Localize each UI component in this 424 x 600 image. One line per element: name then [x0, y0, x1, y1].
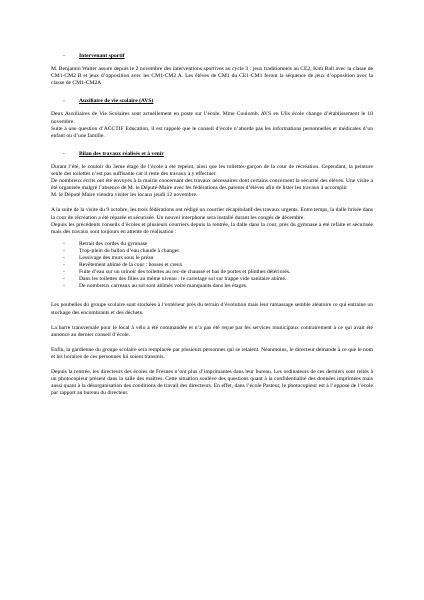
heading-dash: -	[63, 98, 65, 105]
paragraph: Deux Auxiliaires de Vie Scolaires sont actuellement en poste sur l’école. Mme Coulomb, AVS en Ulis école change d’établissement le 10 novembre.	[51, 111, 373, 125]
paragraph: Depuis la rentrée, les directeurs des écoles de Fresnes n’ont plus d’imprimantes dans leur bureau. Les ordinateurs de ces derniers sont reliés à un photocopieur présent dans la salle des maîtres. Cette situation soulève des questions quant à la confidentialité des données imprimées mais aussi quant à la désorganisation des conditions de travail des directeurs. En effet, dans l’école Pasteur, le photocopieur est à l’opposé de l’école par rapport au bureau du directeur.	[51, 369, 373, 397]
heading-dash: -	[63, 53, 65, 59]
item-text: De nombreux carreaux au sol sont abîmés voire manquants dans les étages.	[79, 283, 248, 290]
list-item	[63, 262, 373, 269]
paragraph: Les poubelles du groupe scolaire sont stockées à l’extérieur près du terrain d’évolution mais leur ramassage semble aléatoire ce qui entraine un stockage des encombrants et des déchets.	[51, 302, 373, 316]
paragraph: Durant l’été, le couloir du 3eme étage de l’école a été repeint, ainsi que les toilettes-garçon de la cour de récréation. Cependant, la peinture seule des toilettes n’est pas suffisante car il reste des travaux à y effectuer.	[51, 163, 373, 178]
heading-title: Intervenant sportif	[79, 53, 125, 59]
paragraph: M. le Député Maire viendra visiter les locaux jeudi 12 novembre.	[51, 192, 198, 199]
heading-title: Auxiliaire de vie scolaire (AVS)	[79, 98, 154, 105]
list-item	[63, 283, 373, 290]
item-dash: -	[63, 247, 65, 254]
item-text: Lessivage des murs sous le préau	[79, 254, 154, 261]
list-item	[63, 241, 373, 248]
section-heading-travaux	[63, 151, 373, 158]
item-dash: -	[63, 262, 65, 269]
pending-works-list	[51, 241, 373, 291]
list-item	[63, 276, 373, 283]
item-text: Revêtement abîmé de la cour : bosses et creux	[79, 262, 183, 269]
paragraph: Depuis les précédents conseils d’écoles et plusieurs courriers depuis la rentrée, la dalle dans la cour, près du gymnase a été refaite et sécurisée mais des travaux sont toujours en attente de réalisation :	[51, 221, 373, 235]
section-heading-avs	[63, 98, 373, 105]
heading-dash: -	[63, 150, 65, 157]
item-dash: -	[63, 283, 65, 290]
heading-title: Bilan des travaux réalisés et à venir	[79, 150, 164, 157]
item-text: Retrait des cordes du gymnase	[79, 240, 148, 247]
item-dash: -	[63, 276, 65, 283]
paragraph: M. Benjamin Walter assure depuis le 2 novembre des interventions sportives au cycle 3 : jeux traditionnels au CE2, Kim Ball avec la classe de CM1-CM2 B et jeux d’opposition avec les CM1-CM2 A. Les élèves de CM1 du CE1-CM1 feront la séquence de jeux d’opposition avec la classe de CM1-CM2A	[51, 66, 373, 87]
item-text: Trop-plein du ballon d’eau chaude à changer.	[79, 247, 181, 254]
paragraph: Suite à une question d’ACCTIF Education, il est rappelé que le conseil d’école n’aborde pas les informations personnelles et médicales d’un enfant ou d’une famille.	[51, 125, 373, 139]
section-heading-intervenant	[63, 53, 373, 60]
paragraph-group	[51, 207, 373, 235]
paragraph: A la suite de la visite du 9 octobre, les trois fédérations ont rédigé un courrier récapitulatif des travaux urgents. Entre temps, la dalle brisée dans la cour de récréation a été réparée et sécurisée. Un nouvel interphone sera installé durant les congés de décembre.	[51, 207, 373, 221]
item-dash: -	[63, 254, 65, 261]
item-text: Fuite d’eau sur un urinoir des toilettes au rez-de chaussé et bas de portes et plinthes détériorés.	[79, 269, 291, 276]
document-page	[51, 53, 373, 402]
paragraph-group	[51, 164, 373, 199]
item-dash: -	[63, 240, 65, 247]
paragraph: De nombreux écrits ont été envoyés à la mairie concernant des travaux nécessaires dont certains concernent la sécurité des élèves. Une visite a été organisée malgré l’absence de M. le Député-Maire avec les fédérations des parents d’élèves afin de lister les travaux à accomplir	[51, 178, 373, 192]
list-item	[63, 248, 373, 255]
paragraph: Enfin, la gardienne du groupe scolaire sera remplacée par plusieurs personnes qui se relaient. Néanmoins, le directeur demande à ce que le nom et les horaires de ces personnes lui soient transmis.	[51, 346, 373, 360]
paragraph: La barre transversale pour le local à vélo a été commandée et n’a pas été reçue par les services municipaux contrairement à ce qui avait été annoncé au dernier conseil d’école.	[51, 324, 373, 338]
item-dash: -	[63, 269, 65, 276]
item-text: Dans les toilettes des filles au même niveau : le carrelage sol sur trappe vide sanitaire abîmé.	[79, 276, 287, 283]
list-item	[63, 255, 373, 262]
paragraph-group	[51, 111, 373, 139]
